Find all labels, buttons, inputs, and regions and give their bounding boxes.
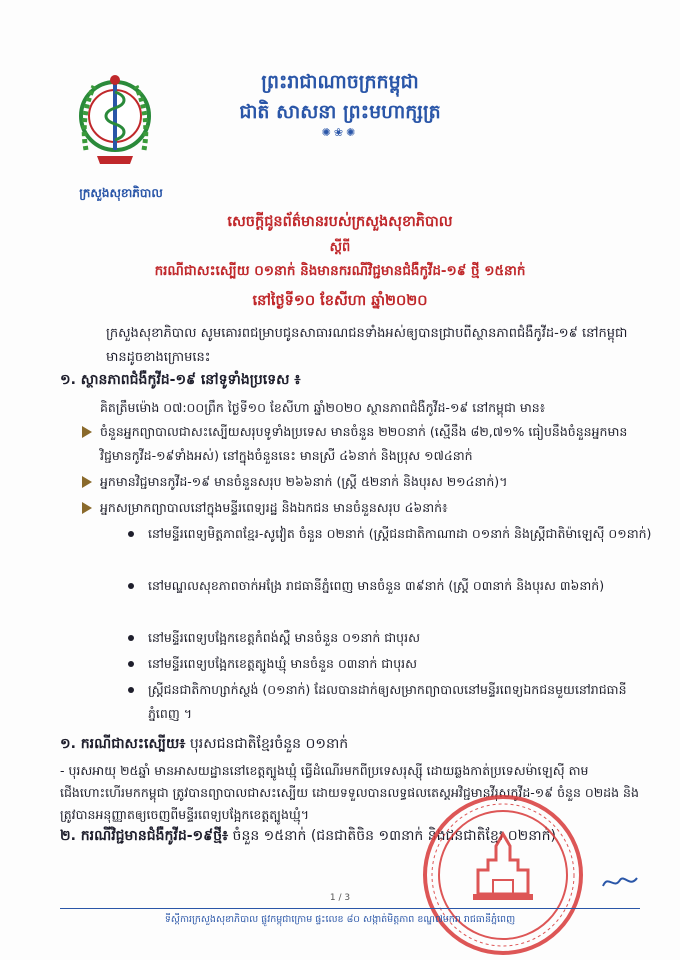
bullet-item bbox=[100, 496, 655, 520]
section-2-heading bbox=[60, 734, 348, 755]
ministry-name: ក្រសួងសុខាភិបាល bbox=[79, 186, 163, 200]
dot-bullet-icon bbox=[128, 687, 134, 693]
ornament-divider: ✺❀✺ bbox=[321, 126, 359, 139]
arrow-bullet-icon bbox=[82, 426, 92, 438]
section-3-summary: ចំនួន ១៥នាក់ (ជនជាតិចិន ១៣នាក់ និងជនជាតិខ្មែរ ០២នាក់) bbox=[228, 828, 556, 844]
sub-item-text: នៅមណ្ឌលសុខភាពចាក់អង្រែ រាជធានីភ្នំពេញ មានចំនួន ៣៩នាក់ (ស្ត្រី ០៣នាក់ និងបុរស ៣៦នាក់) bbox=[148, 578, 605, 593]
sub-item-text: ស្ត្រីជនជាតិកាហ្សាក់ស្ថង់ (០១នាក់) ដែលបានដាក់ឲ្យសម្រាកព្យាបាលនៅមន្ទីរពេទ្យឯកជនមួយនៅរាជធានីភ្នំពេញ ។ bbox=[148, 682, 627, 721]
doc-date: នៅថ្ងៃទី១០ ខែសីហា ឆ្នាំ២០២០ bbox=[252, 293, 428, 309]
bullet-text: អ្នកសម្រាកព្យាបាលនៅក្នុងមន្ទីរពេទ្យរដ្ឋ និងឯកជន មានចំនួនសរុប ៤៦នាក់៖ bbox=[100, 500, 448, 515]
section-2-summary: បុរសជនជាតិខ្មែរចំនួន ០១នាក់ bbox=[185, 736, 349, 752]
bullet-text: អ្នកមានវិជ្ជមានកូវីដ-១៩ មានចំនួនសរុប ២៦៦នាក់ (ស្ត្រី ៥២នាក់ និងបុរស ២១៤នាក់)។ bbox=[100, 474, 508, 489]
doc-title-about: ស្តីពី bbox=[329, 240, 351, 255]
sub-list-item bbox=[148, 574, 653, 598]
kingdom-title: ព្រះរាជាណាចក្រកម្ពុជា bbox=[261, 71, 419, 93]
footer-divider bbox=[60, 908, 640, 909]
sub-list-item bbox=[148, 652, 653, 676]
recovered-case-paragraph: - បុរសអាយុ ២៥ឆ្នាំ មានអាសយដ្ឋាននៅខេត្តត្បូងឃ្មុំ ធ្វើដំណើរមកពីប្រទេសរុស្ស៊ី ដោយឆ្លងកាត់ប្រទេសម៉ាឡេស៊ី តាមជើងហោះហើរមកកម្ពុជា ត្រូវបានព្យាបាលជាសះស្បើយ ដោយទទួលបានលទ្ធផលតេស្តអវិជ្ជមានវីរុសកូវីដ-១៩ ចំនួន ០២ដង និងត្រូវបានអនុញ្ញាតឲ្យចេញពីមន្ទីរពេទ្យបង្អែកខេត្តត្បូងឃ្មុំ។ bbox=[60, 763, 639, 822]
page-number: 1 / 3 bbox=[329, 893, 351, 903]
footer-address: ទីស្តីការក្រសួងសុខាភិបាល ផ្លូវកម្ពុជាក្រោម ផ្ទះលេខ ៨០ សង្កាត់មិត្តភាព ខណ្ឌ៧មករា រាជធានីភ្នំពេញ bbox=[164, 914, 516, 925]
section-3-label: ២. ករណីវិជ្ជមានជំងឺកូវីដ-១៩ថ្មី៖ bbox=[60, 828, 229, 844]
sub-item-text: នៅមន្ទីរពេទ្យបង្អែកខេត្តត្បូងឃ្មុំ មានចំនួន ០៣នាក់ ជាបុរស bbox=[148, 656, 418, 671]
sub-list-item bbox=[148, 678, 653, 726]
dot-bullet-icon bbox=[128, 531, 134, 537]
sub-list-item bbox=[148, 626, 653, 650]
section-2-label: ១. ករណីជាសះស្បើយ៖ bbox=[60, 736, 186, 752]
section-1-heading: ១. ស្ថានភាពជំងឺកូវីដ-១៩ នៅទូទាំងប្រទេស ៖ bbox=[60, 372, 301, 388]
dot-bullet-icon bbox=[128, 583, 134, 589]
signature bbox=[600, 872, 640, 892]
official-stamp bbox=[418, 790, 588, 960]
sub-item-text: នៅមន្ទីរពេទ្យមិត្តភាពខ្មែរ-សូវៀត ចំនួន ០២នាក់ (ស្ត្រីជនជាតិកាណាដា ០១នាក់ និងស្ត្រីជាតិម៉ាឡេស៊ី ០១នាក់) bbox=[148, 526, 652, 541]
sub-list-item bbox=[148, 522, 653, 546]
section-1-lead: គិតត្រឹមម៉ោង ០៧:០០ព្រឹក ថ្ងៃទី១០ ខែសីហា ឆ្នាំ២០២០ ស្ថានភាពជំងឺកូវីដ-១៩ នៅកម្ពុជា មាន៖ bbox=[100, 400, 546, 415]
sub-item-text: នៅមន្ទីរពេទ្យបង្អែកខេត្តកំពង់ស្ពឺ មានចំនួន ០១នាក់ ជាបុរស bbox=[148, 630, 420, 645]
bullet-item bbox=[100, 420, 655, 468]
bullet-text: ចំនួនអ្នកព្យាបាលជាសះស្បើយសរុបទូទាំងប្រទេស មានចំនួន ២២០នាក់ (ស្មើនឹង ៨២,៧១% ធៀបនឹងចំនួនអ្នកមានវិជ្ជមានកូវីដ-១៩ទាំងអស់) នៅក្នុងចំនួននេះ មានស្រី ៤៦នាក់ និងប្រុស ១៧៤នាក់ bbox=[100, 424, 628, 463]
doc-subject: ករណីជាសះស្បើយ ០១នាក់ និងមានករណីវិជ្ជមានជំងឺកូវីដ-១៩ ថ្មី ១៥នាក់ bbox=[154, 263, 526, 279]
arrow-bullet-icon bbox=[82, 502, 92, 514]
intro-paragraph: ក្រសួងសុខាភិបាល សូមគោរពជម្រាបជូនសាធារណជនទាំងអស់ឲ្យបានជ្រាបពីស្ថានភាពជំងឺកូវីដ-១៩ នៅកម្ពុជា មានដូចខាងក្រោមនេះ bbox=[106, 326, 628, 365]
bullet-item bbox=[100, 470, 655, 494]
arrow-bullet-icon bbox=[82, 476, 92, 488]
national-motto: ជាតិ សាសនា ព្រះមហាក្សត្រ bbox=[239, 101, 441, 123]
dot-bullet-icon bbox=[128, 635, 134, 641]
doc-title: សេចក្តីជូនព័ត៌មានរបស់ក្រសួងសុខាភិបាល bbox=[227, 214, 453, 230]
dot-bullet-icon bbox=[128, 661, 134, 667]
